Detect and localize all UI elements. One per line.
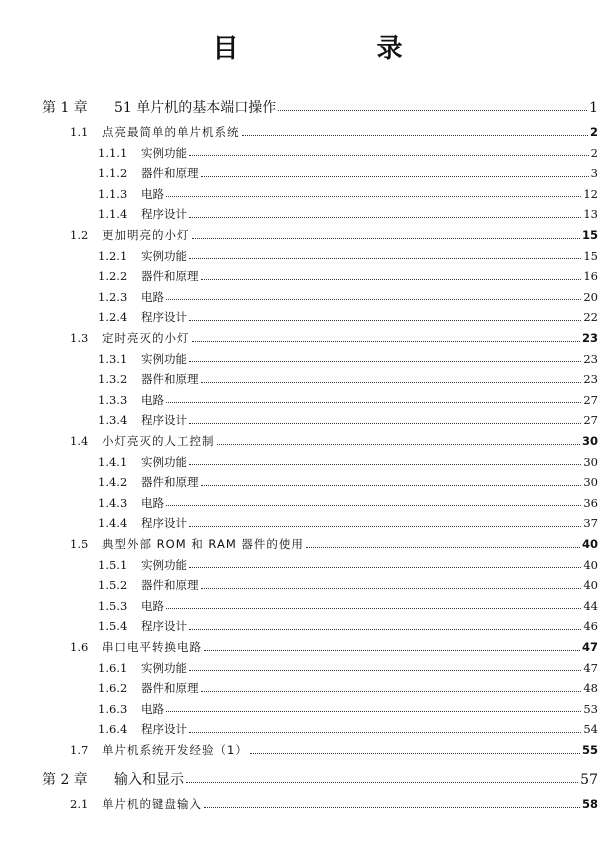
- toc-entry-label: 输入和显示: [114, 772, 184, 788]
- dot-leader: [166, 402, 581, 403]
- toc-entry-sub[interactable]: [98, 660, 598, 676]
- toc-entry-page: 55: [581, 743, 598, 757]
- toc-entry-label: 程序设计: [141, 722, 187, 737]
- dot-leader: [192, 238, 580, 239]
- toc-entry-sub[interactable]: [98, 165, 598, 181]
- toc-entry-number: 1.5.2: [98, 578, 128, 593]
- dot-leader: [166, 608, 581, 609]
- toc-entry-page: 47: [583, 660, 598, 675]
- toc-entry-page: 36: [583, 495, 598, 510]
- toc-entry-number: 1.2.2: [98, 269, 128, 284]
- dot-leader: [201, 382, 582, 383]
- toc-entry-number: 1.5.4: [98, 619, 128, 634]
- toc-entry-section[interactable]: [70, 742, 598, 758]
- toc-entry-sub[interactable]: [98, 577, 598, 593]
- dot-leader: [166, 196, 581, 197]
- toc-entry-number: 1.1.1: [98, 145, 128, 160]
- toc-entry-sub[interactable]: [98, 721, 598, 737]
- toc-entry-label: 程序设计: [141, 413, 187, 428]
- toc-entry-number: 1.3: [70, 331, 89, 345]
- toc-entry-sub[interactable]: [98, 145, 598, 161]
- toc-entry-label: 实例功能: [141, 351, 187, 366]
- dot-leader: [189, 258, 581, 259]
- toc-entry-number: 1.1: [70, 125, 89, 139]
- toc-entry-number: 1.6.4: [98, 722, 128, 737]
- dot-leader: [189, 423, 581, 424]
- toc-entry-label: 程序设计: [141, 619, 187, 634]
- toc-entry-sub[interactable]: [98, 186, 598, 202]
- toc-entry-label: 单片机的键盘输入: [102, 797, 202, 811]
- toc-entry-page: 40: [583, 557, 598, 572]
- dot-leader: [201, 485, 582, 486]
- toc-entry-label: 小灯亮灭的人工控制: [102, 434, 215, 448]
- toc-entry-page: 22: [583, 310, 598, 325]
- toc-entry-label: 电路: [141, 495, 164, 510]
- toc-entry-page: 40: [581, 537, 598, 551]
- toc-entry-label: 电路: [141, 701, 164, 716]
- toc-entry-page: 57: [580, 772, 598, 788]
- toc-entry-page: 16: [583, 269, 598, 284]
- toc-entry-page: 53: [583, 701, 598, 716]
- toc-entry-sub[interactable]: [98, 454, 598, 470]
- toc-entry-section[interactable]: [70, 536, 598, 552]
- toc-entry-number: 1.3.3: [98, 392, 128, 407]
- toc-entry-section[interactable]: [70, 433, 598, 449]
- dot-leader: [166, 299, 581, 300]
- toc-entry-page: 30: [583, 454, 598, 469]
- toc-entry-page: 30: [581, 434, 598, 448]
- dot-leader: [250, 753, 580, 754]
- toc-entry-section[interactable]: [70, 227, 598, 243]
- dot-leader: [189, 464, 581, 465]
- dot-leader: [192, 341, 580, 342]
- dot-leader: [189, 567, 581, 568]
- dot-leader: [306, 547, 580, 548]
- toc-entry-label: 器件和原理: [141, 681, 199, 696]
- dot-leader: [201, 279, 582, 280]
- dot-leader: [201, 176, 589, 177]
- toc-entry-number: 第 1 章: [42, 100, 88, 116]
- toc-entry-number: 1.5.3: [98, 598, 128, 613]
- toc-entry-number: 1.1.3: [98, 186, 128, 201]
- toc-entry-page: 3: [590, 166, 598, 181]
- toc-entry-number: 1.6: [70, 640, 89, 654]
- toc-entry-sub[interactable]: [98, 248, 598, 264]
- toc-entry-sub[interactable]: [98, 206, 598, 222]
- dot-leader: [201, 588, 582, 589]
- toc-entry-number: 1.7: [70, 743, 89, 757]
- toc-entry-sub[interactable]: [98, 598, 598, 614]
- toc-entry-label: 电路: [141, 392, 164, 407]
- toc-entry-number: 1.4: [70, 434, 89, 448]
- toc-entry-label: 器件和原理: [141, 166, 199, 181]
- toc-entry-sub[interactable]: [98, 495, 598, 511]
- toc-entry-number: 1.5: [70, 537, 89, 551]
- toc-entry-page: 27: [583, 413, 598, 428]
- toc-entry-page: 2: [590, 145, 598, 160]
- toc-entry-label: 程序设计: [141, 310, 187, 325]
- toc-entry-section[interactable]: [70, 330, 598, 346]
- dot-leader: [166, 711, 581, 712]
- toc-entry-page: 23: [583, 372, 598, 387]
- dot-leader: [204, 650, 580, 651]
- toc-entry-page: 20: [583, 289, 598, 304]
- toc-entry-sub[interactable]: [98, 680, 598, 696]
- toc-entry-sub[interactable]: [98, 701, 598, 717]
- dot-leader: [278, 110, 587, 111]
- toc-entry-number: 1.6.2: [98, 681, 128, 696]
- dot-leader: [189, 526, 581, 527]
- toc-entry-page: 40: [583, 578, 598, 593]
- toc-entry-number: 1.2.1: [98, 248, 128, 263]
- toc-entry-page: 58: [581, 797, 598, 811]
- toc-entry-number: 1.6.1: [98, 660, 128, 675]
- toc-entry-label: 程序设计: [141, 516, 187, 531]
- dot-leader: [201, 691, 582, 692]
- toc-entry-number: 1.3.2: [98, 372, 128, 387]
- toc-entry-sub[interactable]: [98, 515, 598, 531]
- toc-entry-label: 实例功能: [141, 145, 187, 160]
- toc-entry-number: 1.6.3: [98, 701, 128, 716]
- toc-entry-label: 器件和原理: [141, 475, 199, 490]
- toc-entry-label: 电路: [141, 289, 164, 304]
- toc-entry-page: 2: [589, 125, 598, 139]
- toc-entry-number: 1.2: [70, 228, 89, 242]
- toc-entry-label: 点亮最简单的单片机系统: [102, 125, 240, 139]
- toc-entry-label: 实例功能: [141, 660, 187, 675]
- toc-entry-section[interactable]: [70, 639, 598, 655]
- toc-entry-page: 30: [583, 475, 598, 490]
- toc-entry-number: 2.1: [70, 797, 89, 811]
- dot-leader: [242, 135, 588, 136]
- toc-entry-page: 13: [583, 207, 598, 222]
- toc-entry-chapter[interactable]: [42, 97, 598, 117]
- dot-leader: [189, 361, 581, 362]
- toc-entry-sub[interactable]: [98, 557, 598, 573]
- toc-entry-page: 15: [581, 228, 598, 242]
- dot-leader: [189, 670, 581, 671]
- toc-entry-sub[interactable]: [98, 268, 598, 284]
- toc-entry-chapter[interactable]: [42, 769, 598, 789]
- dot-leader: [217, 444, 580, 445]
- toc-entry-number: 1.2.4: [98, 310, 128, 325]
- toc-entry-sub[interactable]: [98, 412, 598, 428]
- toc-entry-label: 实例功能: [141, 557, 187, 572]
- page-title: 目 录: [212, 34, 459, 64]
- dot-leader: [189, 217, 581, 218]
- dot-leader: [186, 782, 578, 783]
- toc-entry-page: 1: [589, 100, 598, 116]
- toc-entry-page: 15: [583, 248, 598, 263]
- toc-entry-label: 实例功能: [141, 454, 187, 469]
- toc-entry-label: 串口电平转换电路: [102, 640, 202, 654]
- toc-entry-number: 1.3.4: [98, 413, 128, 428]
- toc-entry-page: 48: [583, 681, 598, 696]
- dot-leader: [189, 320, 581, 321]
- toc-entry-number: 1.1.4: [98, 207, 128, 222]
- toc-entry-number: 1.5.1: [98, 557, 128, 572]
- toc-entry-label: 更加明亮的小灯: [102, 228, 190, 242]
- toc-entry-page: 23: [583, 351, 598, 366]
- toc-entry-number: 1.1.2: [98, 166, 128, 181]
- toc-entry-label: 器件和原理: [141, 578, 199, 593]
- toc-entry-page: 37: [583, 516, 598, 531]
- toc-entry-label: 定时亮灭的小灯: [102, 331, 190, 345]
- toc-entry-section[interactable]: [70, 796, 598, 812]
- toc-entry-label: 器件和原理: [141, 372, 199, 387]
- toc-entry-page: 27: [583, 392, 598, 407]
- toc-entry-label: 器件和原理: [141, 269, 199, 284]
- toc-entry-page: 23: [581, 331, 598, 345]
- toc-entry-label: 单片机系统开发经验（1）: [102, 743, 248, 757]
- toc-entry-label: 程序设计: [141, 207, 187, 222]
- toc-entry-label: 电路: [141, 186, 164, 201]
- toc-entry-number: 1.3.1: [98, 351, 128, 366]
- toc-entry-number: 1.4.1: [98, 454, 128, 469]
- toc-entry-sub[interactable]: [98, 618, 598, 634]
- toc-entry-page: 12: [583, 186, 598, 201]
- toc-entry-sub[interactable]: [98, 289, 598, 305]
- dot-leader: [189, 732, 581, 733]
- dot-leader: [166, 505, 581, 506]
- toc-entry-label: 51 单片机的基本端口操作: [114, 100, 277, 116]
- toc-entry-label: 典型外部 ROM 和 RAM 器件的使用: [102, 537, 304, 551]
- toc-entry-page: 46: [583, 619, 598, 634]
- dot-leader: [189, 629, 581, 630]
- dot-leader: [189, 155, 589, 156]
- toc-entry-number: 1.2.3: [98, 289, 128, 304]
- toc-entry-page: 54: [583, 722, 598, 737]
- toc-entry-sub[interactable]: [98, 392, 598, 408]
- toc-entry-sub[interactable]: [98, 351, 598, 367]
- toc-entry-sub[interactable]: [98, 371, 598, 387]
- toc-entry-section[interactable]: [70, 124, 598, 140]
- toc-entry-sub[interactable]: [98, 474, 598, 490]
- toc-entry-number: 1.4.4: [98, 516, 128, 531]
- toc-entry-page: 44: [583, 598, 598, 613]
- toc-entry-number: 第 2 章: [42, 772, 88, 788]
- toc-entry-number: 1.4.3: [98, 495, 128, 510]
- toc-entry-label: 实例功能: [141, 248, 187, 263]
- toc-entry-number: 1.4.2: [98, 475, 128, 490]
- toc-entry-sub[interactable]: [98, 309, 598, 325]
- toc-entry-label: 电路: [141, 598, 164, 613]
- toc-entry-page: 47: [581, 640, 598, 654]
- dot-leader: [204, 807, 580, 808]
